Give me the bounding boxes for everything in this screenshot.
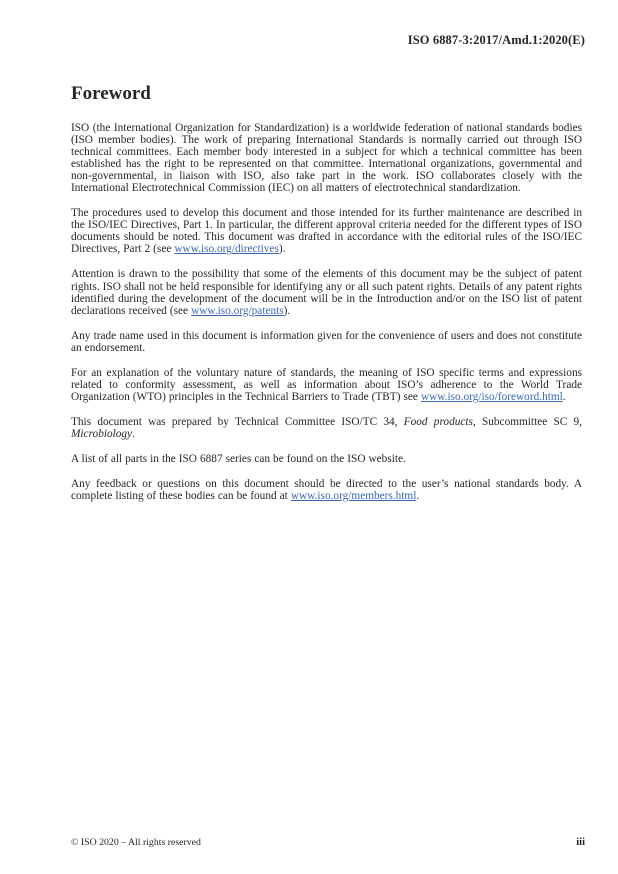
text-run: For an explanation of the voluntary nature of standards, the meaning of ISO specific terms and expressions related to conformity assessment, as well as information about ISO’s adherence to the World Trade Organization (WTO) principles in the Technical Barriers to Trade (TBT) see: [71, 366, 582, 403]
text-run: Attention is drawn to the possibility that some of the elements of this document may be the subject of patent rights. ISO shall not be held responsible for identifying any or all such patent rights. Details of any patent rights identified during the development of the document will be in the Introduction and/or on the ISO list of patent declarations received (see: [71, 268, 582, 317]
foreword-paragraph: [71, 367, 582, 403]
page-number: iii: [576, 837, 585, 848]
members-link[interactable]: www.iso.org/members.html: [290, 490, 417, 503]
text-run: Any trade name used in this document is information given for the convenience of users and does not constitute an endorsement.: [71, 329, 582, 354]
foreword-paragraph: [71, 330, 582, 354]
foreword-content: [71, 122, 582, 502]
text-run: Any feedback or questions on this document should be directed to the user’s national standards body. A complete listing of these bodies can be found at: [71, 478, 582, 503]
patents-link[interactable]: www.iso.org/patents: [191, 304, 284, 317]
text-run: .: [416, 490, 420, 503]
foreword-paragraph: [71, 416, 582, 440]
text-run: , Subcommittee SC 9,: [472, 415, 582, 428]
foreword-paragraph: [71, 122, 582, 194]
page-header: [71, 33, 585, 48]
page-footer: [71, 837, 585, 848]
foreword-paragraph: [71, 478, 582, 502]
foreword-paragraph: [71, 453, 582, 465]
italic-text: Food products: [403, 415, 473, 428]
text-run: A list of all parts in the ISO 6887 series can be found on the ISO website.: [71, 452, 406, 465]
text-run: ).: [278, 243, 286, 256]
text-run: .: [132, 427, 135, 440]
text-run: ISO (the International Organization for Standardization) is a worldwide federation of national standards bodies (ISO member bodies). The work of preparing International Standards is normally carried out through ISO technical committees. Each member body interested in a subject for which a technical committee has been established has the right to be represented on that committee. International organizations, governmental and non-governmental, in liaison with ISO, also take part in the work. ISO collaborates closely with the International Electrotechnical Commission (IEC) on all matters of electrotechnical standardization.: [71, 122, 582, 195]
copyright-notice: © ISO 2020 – All rights reserved: [71, 837, 201, 848]
wto-foreword-link[interactable]: www.iso.org/iso/foreword.html: [420, 390, 563, 403]
directives-link[interactable]: www.iso.org/directives: [174, 243, 279, 256]
text-run: This document was prepared by Technical Committee ISO/TC 34,: [71, 415, 404, 428]
text-run: The procedures used to develop this document and those intended for its further maintenance are described in the ISO/IEC Directives, Part 1. In particular, the different approval criteria needed for the different types of ISO documents should be noted. This document was drafted in accordance with the editorial rules of the ISO/IEC Directives, Part 2 (see: [71, 207, 582, 256]
foreword-paragraph: [71, 207, 582, 255]
page-title: Foreword: [71, 83, 151, 104]
text-run: .: [562, 390, 566, 403]
foreword-paragraph: [71, 268, 582, 316]
body-area: [71, 84, 582, 515]
italic-text: Microbiology: [71, 427, 133, 440]
text-run: ).: [283, 304, 291, 317]
document-reference: ISO 6887-3:2017/Amd.1:2020(E): [407, 33, 585, 47]
